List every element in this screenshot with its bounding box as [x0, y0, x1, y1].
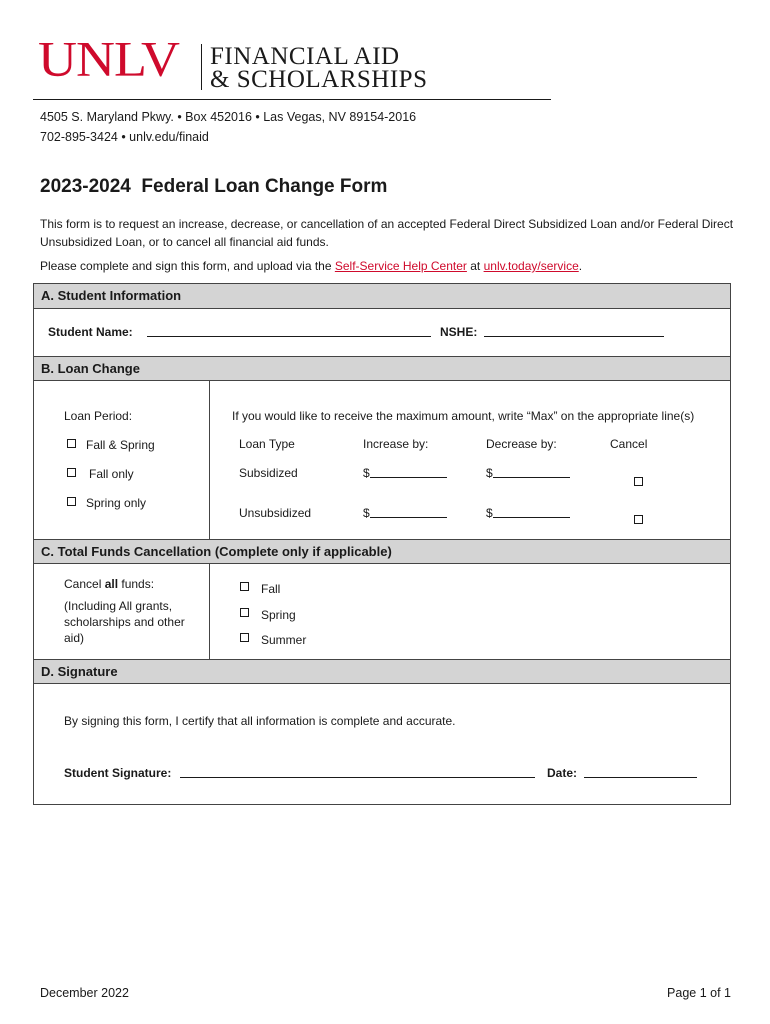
address: 4505 S. Maryland Pkwy. • Box 452016 • Las Vegas, NV 89154-2016: [40, 110, 417, 124]
unsubsidized-cancel-checkbox[interactable]: [634, 515, 643, 524]
loan-unsubsidized-label: Unsubsidized: [239, 506, 312, 520]
footer-page-number: Page 1 of 1: [667, 986, 731, 1000]
subsidized-cancel-checkbox[interactable]: [634, 477, 643, 486]
form-box: [33, 283, 731, 805]
intro-mid: at: [466, 259, 484, 273]
cancel-all-label: [64, 577, 154, 591]
col-loan-type: Loan Type: [239, 437, 295, 451]
checkbox-term-summer[interactable]: [240, 633, 249, 642]
unlv-service-link[interactable]: unlv.today/service: [483, 259, 579, 273]
unsubsidized-decrease-field[interactable]: [493, 517, 570, 518]
period-fall-only-label: Fall only: [89, 467, 134, 481]
intro-suffix: .: [578, 259, 583, 273]
section-a-header: A. Student Information: [34, 284, 730, 309]
logo-divider: [201, 44, 202, 90]
col-cancel: Cancel: [610, 437, 648, 451]
term-spring-label: Spring: [261, 608, 296, 622]
loan-subsidized-label: Subsidized: [239, 466, 298, 480]
header-rule: [33, 99, 551, 100]
cancel-note-line3: aid): [64, 631, 85, 645]
subsidized-decrease-currency: $: [486, 466, 493, 480]
term-fall-label: Fall: [261, 582, 281, 596]
intro-prefix: Please complete and sign this form, and upload via the: [40, 259, 335, 273]
unlv-logo: UNLV: [38, 31, 180, 87]
cancel-all-prefix: Cancel: [64, 577, 105, 591]
cancel-note-line1: (Including All grants,: [64, 599, 173, 613]
subsidized-increase-currency: $: [363, 466, 370, 480]
subsidized-increase-field[interactable]: [370, 477, 447, 478]
subsidized-decrease-field[interactable]: [493, 477, 570, 478]
section-c-divider: [209, 564, 210, 660]
checkbox-spring-only[interactable]: [67, 497, 76, 506]
col-increase: Increase by:: [363, 437, 429, 451]
dept-name-line2: & SCHOLARSHIPS: [210, 66, 428, 93]
section-d-header: D. Signature: [34, 659, 730, 684]
signature-field[interactable]: [180, 777, 535, 778]
section-b-header: B. Loan Change: [34, 356, 730, 381]
intro-instructions: [40, 257, 582, 275]
student-name-label: Student Name:: [48, 325, 133, 339]
col-decrease: Decrease by:: [486, 437, 557, 451]
term-summer-label: Summer: [261, 633, 307, 647]
loan-period-label: Loan Period:: [64, 409, 133, 423]
cancel-note-line2: scholarships and other: [64, 615, 185, 629]
unsubsidized-increase-currency: $: [363, 506, 370, 520]
checkbox-fall-spring[interactable]: [67, 439, 76, 448]
intro-paragraph: This form is to request an increase, decrease, or cancellation of an accepted Federal Direct Subsidized Loan and/or Federal Direct Unsubsidized Loan, or to cancel all financial aid funds.: [40, 217, 734, 249]
section-c-header: C. Total Funds Cancellation (Complete only if applicable): [34, 539, 730, 564]
student-name-field[interactable]: [147, 336, 431, 337]
checkbox-term-spring[interactable]: [240, 608, 249, 617]
unsubsidized-increase-field[interactable]: [370, 517, 447, 518]
signature-label: Student Signature:: [64, 766, 172, 780]
form-title: 2023-2024 Federal Loan Change Form: [40, 176, 388, 197]
date-field[interactable]: [584, 777, 697, 778]
cancel-all-bold: all: [104, 577, 119, 591]
date-label: Date:: [547, 766, 578, 780]
section-b-divider: [209, 381, 210, 540]
nshe-field[interactable]: [484, 336, 664, 337]
period-fall-spring-label: Fall & Spring: [86, 438, 155, 452]
unsubsidized-decrease-currency: $: [486, 506, 493, 520]
checkbox-term-fall[interactable]: [240, 582, 249, 591]
period-spring-only-label: Spring only: [86, 496, 147, 510]
dept-name-line1: FINANCIAL AID: [210, 43, 400, 70]
nshe-label: NSHE:: [440, 325, 478, 339]
certify-statement: By signing this form, I certify that all information is complete and accurate.: [64, 714, 456, 728]
cancel-all-suffix: funds:: [118, 577, 155, 591]
self-service-link[interactable]: Self-Service Help Center: [334, 259, 467, 273]
footer-date: December 2022: [40, 986, 129, 1000]
contact-info: 702-895-3424 • unlv.edu/finaid: [40, 130, 209, 144]
checkbox-fall-only[interactable]: [67, 468, 76, 477]
max-instruction: If you would like to receive the maximum amount, write “Max” on the appropriate line(s): [232, 409, 695, 423]
